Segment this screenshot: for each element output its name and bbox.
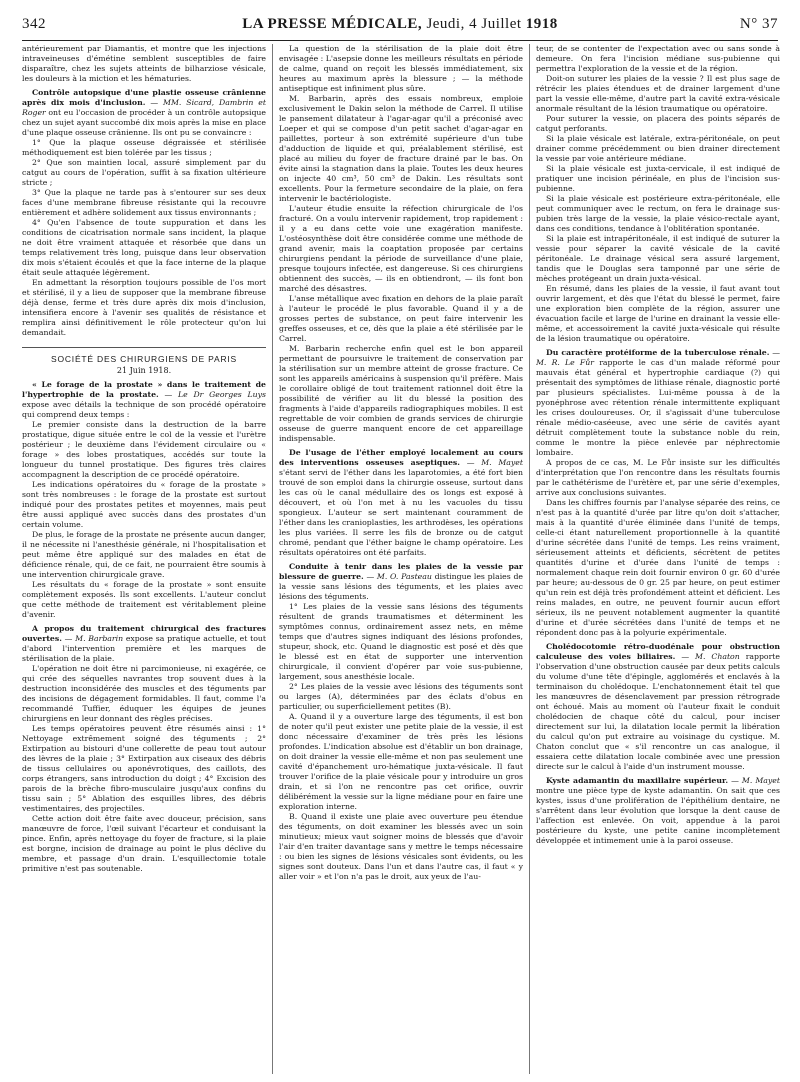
- column-1: [22, 44, 266, 1074]
- session-date: 21 Juin 1918.: [116, 366, 172, 375]
- paragraph: L'anse métallique avec fixation en dehors de la plaie paraît à l'auteur le procédé le plus favorable. Quand il y a de grosses pertes de substance, on peut faire intervenir les greffes osseuses, et ce, dès que la plaie a été stérilisée par le Carrel.: [279, 294, 523, 343]
- paragraph: La question de la stérilisation de la plaie doit être envisagée : L'asepsie donne les meilleurs résultats en période de calme, quand on reçoit les blessés immédiatement, six heures au maximum après la blessure ; — la méthode antiseptique est infiniment plus sûre.: [279, 44, 523, 93]
- article-authors: — M. Mayet: [466, 458, 523, 467]
- paragraph: Si la plaie est intrapéritonéale, il est indiqué de suturer la vessie pour séparer la cavité vésicale de la cavité péritonéale. Le drainage vésical sera assuré largement, tandis que le Douglas sera tamponné par une série de mèches protégeant un drain juxta-vésical.: [536, 234, 780, 283]
- paragraph: B. Quand il existe une plaie avec ouverture peu étendue des téguments, on doit examiner les blessés avec un soin minutieux; mieux vaut soigner moins de blessés que d'avoir l'air d'en traiter davantage sans y mettre le temps nécessaire : ou bien les signes de lésions vésicales sont évidents, ou les signes sont douteux. Dans l'un et dans l'autre cas, il faut « y aller voir » et l'on n'a pas le droit, aux yeux de l'au-: [279, 812, 523, 881]
- paragraph: Si la plaie vésicale est postérieure extra-péritonéale, elle peut communiquer avec le rectum, on fera le drainage sus-pubien très large de la vessie, la plaie vésico-rectale ayant, dans ces conditions, tendance à l'oblitération spontanée.: [536, 194, 780, 233]
- article-authors: — M. O. Pasteau: [366, 572, 432, 581]
- article-text: s'étant servi de l'éther dans les laparotomies, a été fort bien trouvé de son emploi dans la chirurgie osseuse, surtout dans les cas où le canal médullaire des os longs est exposé à découvert, et où l'on met à nu les vacuoles du tissu spongieux. L'auteur se sert maintenant couramment de l'éther dans les cranioplasties, les arthrodèses, les opérations les plus variées. Il serre les fils de bronze ou de catgut chromé, pendant que l'éther baigne le champ opératoire. Les résultats opératoires ont été parfaits.: [279, 468, 523, 557]
- paragraph: Les indications opératoires du « forage de la prostate » sont très nombreuses : le forage de la prostate est surtout indiqué pour des prostates petites et moyennes, mais peut être aussi appliqué avec succès dans des prostates d'un certain volume.: [22, 480, 266, 529]
- article-authors: — M. R. Le Fůr: [536, 348, 780, 367]
- article-paragraph: [536, 776, 780, 846]
- paragraph: En admettant la résorption toujours possible de l'os mort et stérilisé, il y a lieu de supposer que la membrane fibreuse déjà dense, ferme et très dure après dix mois d'inclusion, intensifiera encore à l'avenir ses qualités de résistance et remplira ainsi définitivement le rôle protecteur qu'on lui demandait.: [22, 278, 266, 337]
- paragraph: 2° Que son maintien local, assuré simplement par du catgut au cours de l'opération, suffit à sa fixation ultérieure stricte ;: [22, 158, 266, 187]
- article-text: ont eu l'occasion de procéder à un contrôle autopsique chez un sujet ayant succombé dix mois après la mise en place d'une plaque osseuse crânienne. Ils ont pu se convaincre :: [22, 108, 266, 137]
- article-heading: Cholédocotomie rétro-duodénale pour obstruction calculeuse des voies biliaires.: [536, 642, 780, 661]
- paragraph: Dans les chiffres fournis par l'analyse séparée des reins, ce n'est pas à la quantité d'urée par litre qu'on doit s'attacher, mais à la quantité d'urée éliminée dans l'unité de temps, celle-ci étant naturellement proportionnelle à la quantité d'urine sécrétée dans l'unité de temps. Les reins vraiment, sérieusement atteints et déficients, sécrètent de petites quantités d'urine et d'urée dans l'unité de temps : normalement chaque rein doit fournir environ 0 gr. 60 d'urée par heure; au-dessous de 0 gr. 25 par heure, on peut estimer qu'un rein est déjà très profondément atteint et déficient. Les reins malades, en outre, ne peuvent fournir aucun effort sérieux, ils ne peuvent notablement augmenter la quantité d'urine et d'urée sécrétées dans l'unité de temps et ne répondent donc pas à la polyurie expérimentale.: [536, 498, 780, 637]
- article-paragraph: [536, 642, 780, 772]
- issue-year: 1918: [525, 16, 558, 32]
- paragraph: L'auteur étudie ensuite la réfection chirurgicale de l'os fracturé. On a voulu intervenir rapidement, trop rapidement : il y a eu dans cette voie une exagération manifeste. L'ostéosynthèse doit être considérée comme une méthode de grand avenir, mais la coaptation proposée par certains chirurgiens pendant la période de surveillance d'une plaie, presque toujours infectée, est dangereuse. Si ces chirurgiens obtiennent des succès, — ils en obtiendront, — ils font bon marché des désastres.: [279, 204, 523, 293]
- article-text: montre une pièce type de kyste adamantin. On sait que ces kystes, issus d'une prolifération de l'épithélium dentaire, ne s'arrêtent dans leur évolution que lorsque la dent cause de l'affection est enlevée. On voit, appendue à la paroi postérieure du kyste, une petite canine incomplètement développée et intimement unie à la paroi osseuse.: [536, 786, 780, 845]
- article-authors: — M. Chaton: [681, 652, 740, 661]
- article-paragraph: [22, 624, 266, 664]
- paragraph: Pour suturer la vessie, on placera des points séparés de catgut perforants.: [536, 114, 780, 133]
- article-paragraph: [22, 380, 266, 420]
- page-header: [22, 14, 778, 41]
- paragraph: A. Quand il y a ouverture large des téguments, il est bon de noter qu'il peut exister une petite plaie de la vessie, il est donc nécessaire d'examiner de très près les lésions profondes. L'indication absolue est d'établir un bon drainage, on doit drainer la vessie elle-même et non pas seulement une cavité d'épanchement uro-hématique juxta-vésicale. Il faut trouver l'orifice de la plaie vésicale pour y introduire un gros drain, et si l'on ne rencontre pas cet orifice, ouvrir délibérément la vessie sur la ligne médiane pour en faire une exploration interne.: [279, 712, 523, 811]
- paragraph: 4° Qu'en l'absence de toute suppuration et dans les conditions de cicatrisation normale sans incident, la plaque ne doit être vraiment attaquée et résorbée que dans un temps relativement très long, puisque dans leur observation dix mois s'étaient écoulés et que la face interne de la plaque était seule attaquée légèrement.: [22, 218, 266, 277]
- paragraph: De plus, le forage de la prostate ne présente aucun danger, il ne nécessite ni l'anesthésie générale, ni l'hospitalisation et peut même être appliqué sur des malades en état de déficience rénale, qui, de ce fait, ne pourraient être soumis à une intervention chirurgicale grave.: [22, 530, 266, 579]
- paragraph: Le premier consiste dans la destruction de la barre prostatique, digue située entre le col de la vessie et l'urètre postérieur ; le deuxième dans l'évidement circulaire ou « forage » des lobes prostatiques, accédés sur toute la longueur du tunnel prostatique. Des figures très claires accompagnent la description de ce procédé opératoire.: [22, 420, 266, 479]
- paragraph: 3° Que la plaque ne tarde pas à s'entourer sur ses deux faces d'une membrane fibreuse résistante qui la recouvre entièrement et adhère solidement aux tissus environnants ;: [22, 188, 266, 217]
- paragraph: M. Barbarin, après des essais nombreux, emploie exclusivement le Dakin selon la méthode de Carrel. Il utilise le pansement dilatateur à l'agar-agar qu'il a préconisé avec Loeper et qui se compose d'un petit sachet d'agar-agar en paillettes, porteur à son extrémité supérieure d'un tube d'adduction de liquide et qui, préalablement stérilisé, est placé au milieu du foyer de fracture drainé par le bas. On évite ainsi la stagnation dans la plaie. Toutes les deux heures on injecte 40 cm³, 50 cm³ de Dakin. Les résultats sont excellents. Pour la fermeture secondaire de la plaie, on fera intervenir le bactériologiste.: [279, 94, 523, 203]
- column-2: [279, 44, 523, 1074]
- paragraph: 1° Que la plaque osseuse dégraissée et stérilisée méthodiquement est bien tolérée par les tissus ;: [22, 138, 266, 157]
- article-text: expose sa pratique actuelle, et tout d'abord l'intervention première et les marques de stérilisation de la plaie.: [22, 634, 266, 663]
- paragraph: teur, de se contenter de l'expectation avec ou sans sonde à demeure. On fera l'incision médiane sus-pubienne qui permettra l'exploration de la vessie et de la région.: [536, 44, 780, 73]
- journal-title: LA PRESSE MÉDICALE,: [242, 16, 423, 32]
- article-authors: — MM. Sicard, Dambrin et Roger: [22, 98, 266, 117]
- issue-number: N° 37: [739, 16, 778, 32]
- article-text: rapporte le cas d'un malade réformé pour mauvais état général et hypertrophie cardiaque (?) qui présentait des symptômes de lithiase rénale, diagnostic porté par plusieurs spécialistes. Lui-même poussa à de la pyonéphrose avec rétention rénale intermittente expliquant les crises douloureuses. Or, il s'agissait d'une tuberculose rénale médio-caséeuse, avec une série de cavités ayant détruit complètement toute la substance noble du rein, comme le montre la pièce enlevée par néphrectomie lombaire.: [536, 358, 780, 457]
- article-heading: Du caractère protéiforme de la tuberculose rénale.: [546, 348, 770, 357]
- article-heading: Kyste adamantin du maxillaire supérieur.: [546, 776, 729, 785]
- paragraph: M. Barbarin recherche enfin quel est le bon appareil permettant de poursuivre le traitement de conservation par la stérilisation sur un membre atteint de grosse fracture. Ce sont les appareils américains à suspension qu'il préfère. Mais le corollaire obligé de tout traitement rationnel doit être la possibilité de vérifier au lit du blessé la position des fragments à l'aide d'appareils radiographiques mobiles. Il est regrettable de voir combien de grands services de chirurgie osseuse de guerre manquent encore de cet appareillage indispensable.: [279, 344, 523, 443]
- article-heading: Contrôle autopsique d'une plastie osseuse crânienne après dix mois d'inclusion.: [22, 88, 266, 107]
- column-rule: [529, 44, 530, 1074]
- column-3: [536, 44, 780, 1074]
- paragraph: antérieurement par Diamantis, et montre que les injections intraveineuses d'émétine semblent susceptibles de faire disparaître, chez les sujets atteints de bilharziose vésicale, les douleurs à la miction et les hématuries.: [22, 44, 266, 83]
- article-heading: A propos du traitement chirurgical des fractures ouvertes.: [22, 624, 266, 643]
- article-heading: « Le forage de la prostate » dans le traitement de l'hypertrophie de la prostate.: [22, 380, 266, 399]
- paragraph: 2° Les plaies de la vessie avec lésions des téguments sont ou larges (A), déterminées par des éclats d'obus en particulier, ou superficiellement petites (B).: [279, 682, 523, 711]
- article-paragraph: [22, 88, 266, 138]
- page-number: 342: [22, 16, 46, 32]
- article-authors: — M. Barbarin: [64, 634, 124, 643]
- issue-date: Jeudi, 4 Juillet: [426, 16, 522, 32]
- paragraph: L'opération ne doit être ni parcimonieuse, ni exagérée, ce qui crée des séquelles navrantes trop souvent dues à la destruction inconsidérée des muscles et des téguments par des incisions de dégagement formidables. Il faut, comme l'a recommandé Tuffier, éduquer les équipes de jeunes chirurgiens en leur donnant des règles précises.: [22, 664, 266, 723]
- paragraph: A propos de ce cas, M. Le Fůr insiste sur les difficultés d'interprétation que l'on rencontre dans les résultats fournis par le cathétérisme de l'urètère et, par une série d'exemples, arrive aux conclusions suivantes.: [536, 458, 780, 497]
- article-paragraph: [279, 562, 523, 602]
- article-text: distingue les plaies de la vessie sans lésions des téguments, et les plaies avec lésions des téguments.: [279, 572, 523, 601]
- article-authors: — M. Mayet: [731, 776, 780, 785]
- column-rule: [272, 44, 273, 1074]
- paragraph: Cette action doit être faite avec douceur, précision, sans manœuvre de force, l'œil suivant l'écarteur et conduisant la pince. Enfin, après nettoyage du foyer de fracture, si la plaie est borgne, incision de drainage au point le plus déclive du membre, et passage d'un drain. L'esquillectomie totale primitive n'est pas soutenable.: [22, 814, 266, 873]
- article-authors: — Le Dr Georges Luys: [164, 390, 266, 399]
- journal-title-line: [22, 16, 778, 33]
- article-paragraph: [279, 448, 523, 558]
- paragraph: Les temps opératoires peuvent être résumés ainsi : 1° Nettoyage extrêmement soigné des téguments ; 2° Extirpation au bistouri d'une collerette de peau tout autour des lèvres de la plaie ; 3° Extirpation aux ciseaux des débris de tissus cellulaires ou aponévrotiques, des caillots, des corps étrangers, sans introduction du doigt ; 4° Excision des parois de la brèche fibro-musculaire jusqu'aux confins du tissu sain ; 5° Ablation des esquilles libres, des débris vestimentaires, des projectiles.: [22, 724, 266, 813]
- paragraph: Les résultats du « forage de la prostate » sont ensuite complètement exposés. Ils sont excellents. L'auteur conclut que cette méthode de traitement est véritablement pleine d'avenir.: [22, 580, 266, 619]
- article-text: rapporte l'observation d'une obstruction causée par deux petits calculs du volume d'une tête d'épingle, agglomérés et enclavés à la terminaison du cholédoque. L'enchatonnement était tel que les manœuvres de désenclavement par pression rétrograde ont échoué. Mais au moment où l'auteur fixait le conduit cholédocien de chaque côté du calcul, pour inciser directement sur lui, la dilatation locale permit la libération du calcul qu'on put extraire au voisinage du cystique. M. Chaton conclut que « s'il rencontre un cas analogue, il essaiera cette dilatation locale combinée avec une pression directe sur le calcul à l'aide d'un instrument mousse.: [536, 652, 780, 771]
- article-paragraph: [536, 348, 780, 458]
- paragraph: Si la plaie vésicale est juxta-cervicale, il est indiqué de pratiquer une incision périnéale, en plus de l'incision sus-pubienne.: [536, 164, 780, 193]
- society-heading: SOCIÉTÉ DES CHIRURGIENS DE PARIS: [22, 347, 266, 364]
- paragraph: Doit-on suturer les plaies de la vessie ? Il est plus sage de rétrécir les plaies étendues et de drainer largement d'une part la vessie elle-même, d'autre part la cavité extra-vésicale anormale résultant de la lésion traumatique ou opératoire.: [536, 74, 780, 113]
- paragraph: Si la plaie vésicale est latérale, extra-péritonéale, on peut drainer comme précédemment ou bien drainer directement la vessie par voie antérieure médiane.: [536, 134, 780, 163]
- paragraph: En résumé, dans les plaies de la vessie, il faut avant tout ouvrir largement, et dès que l'état du blessé le permet, faire une exploration bien complète de la région, assurer une évacuation facile et large de l'urine en drainant la vessie elle-même, et accessoirement la cavité juxta-vésicale qui résulte de la lésion traumatique ou opératoire.: [536, 284, 780, 343]
- article-text: expose avec détails la technique de son procédé opératoire qui comprend deux temps :: [22, 400, 266, 419]
- article-heading: Conduite à tenir dans les plaies de la vessie par blessure de guerre.: [279, 562, 523, 581]
- article-heading: De l'usage de l'éther employé localement au cours des interventions osseuses aseptiques.: [279, 448, 523, 467]
- paragraph: 1° Les plaies de la vessie sans lésions des téguments résultent de grands traumatismes et déterminent les symptômes connus, ordinairement assez nets, en même temps que d'autres signes indiquant des lésions profondes, stupeur, shock, etc. Quand le diagnostic est posé et dès que le blessé est en état de supporter une intervention chirurgicale, il convient d'opérer par voie sus-pubienne, largement, sous anesthésie locale.: [279, 602, 523, 681]
